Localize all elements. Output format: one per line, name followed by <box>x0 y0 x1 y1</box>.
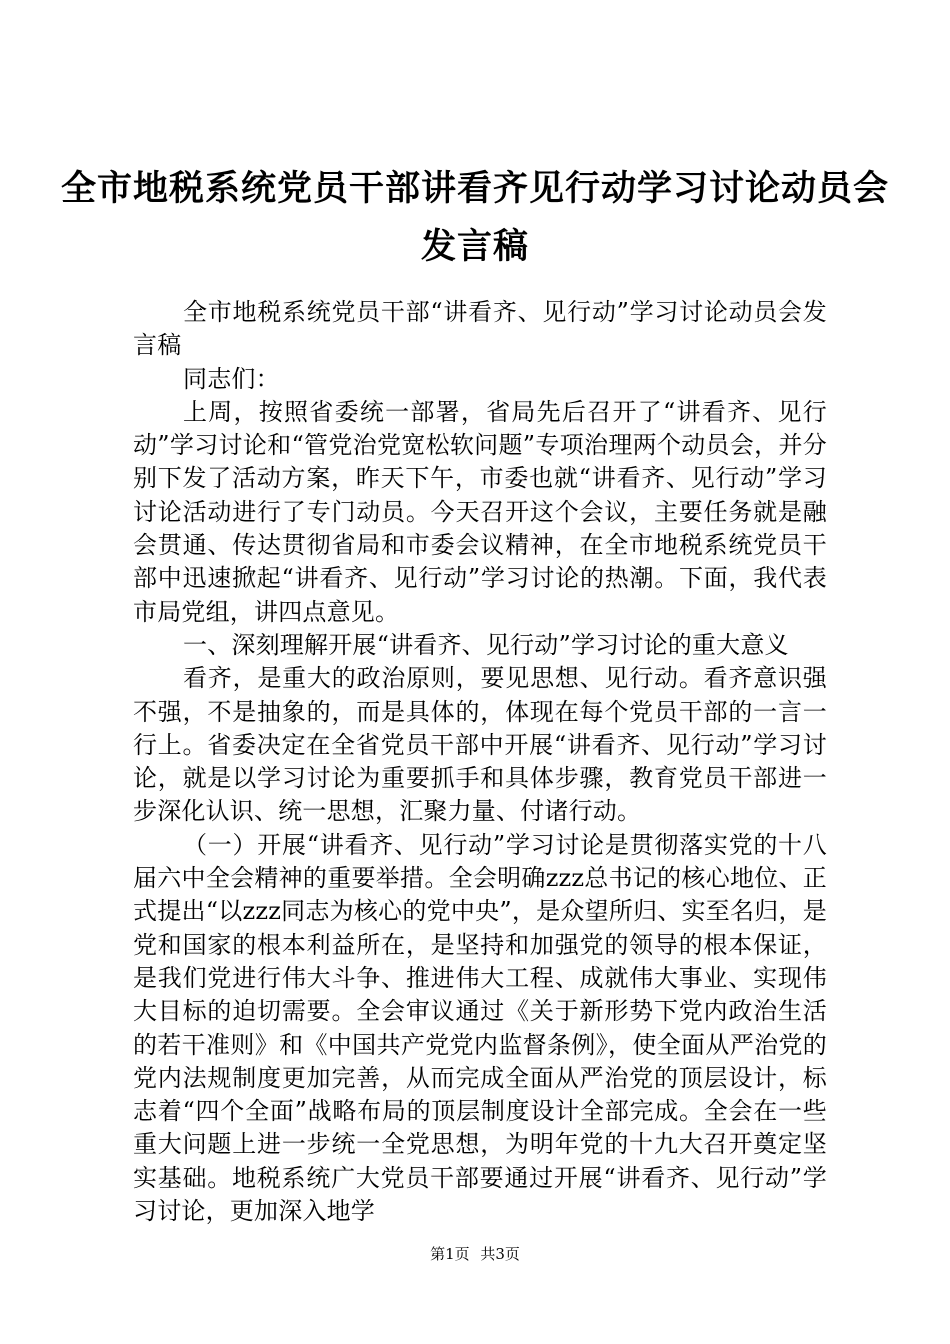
page-footer <box>0 1244 950 1264</box>
page-number: 第1页 <box>430 1245 470 1263</box>
page-total: 共3页 <box>480 1245 520 1263</box>
paragraph-subsection-1: （一）开展“讲看齐、见行动”学习讨论是贯彻落实党的十八届六中全会精神的重要举措。全会明确zzz总书记的核心地位、正式提出“以zzz同志为核心的党中央”，是众望所归、实至名归，是党和国家的根本利益所在，是坚持和加强党的领导的根本保证，是我们党进行伟大斗争、推进伟大工程、成就伟大事业、实现伟大目标的迫切需要。全会审议通过《关于新形势下党内政治生活的若干准则》和《中国共产党党内监督条例》，使全面从严治党的党内法规制度更加完善，从而完成全面从严治党的顶层设计，标志着“四个全面”战略布局的顶层制度设计全部完成。全会在一些重大问题上进一步统一全党思想，为明年党的十九大召开奠定坚实基础。地税系统广大党员干部要通过开展“讲看齐、见行动”学习讨论，更加深入地学 <box>133 830 827 1226</box>
paragraph-heading-repeat: 全市地税系统党员干部“讲看齐、见行动”学习讨论动员会发言稿 <box>133 298 827 360</box>
paragraph-alignment: 看齐，是重大的政治原则，要见思想、见行动。看齐意识强不强，不是抽象的，而是具体的，体现在每个党员干部的一言一行上。省委决定在全省党员干部中开展“讲看齐、见行动”学习讨论，就是以学习讨论为重要抓手和具体步骤，教育党员干部进一步深化认识、统一思想，汇聚力量、付诸行动。 <box>133 664 827 826</box>
document-body <box>133 296 827 1228</box>
paragraph-salutation: 同志们： <box>183 364 280 393</box>
paragraph-intro: 上周，按照省委统一部署，省局先后召开了“讲看齐、见行动”学习讨论和“管党治党宽松软问题”专项治理两个动员会，并分别下发了活动方案，昨天下午，市委也就“讲看齐、见行动”学习讨论活动进行了专门动员。今天召开这个会议，主要任务就是融会贯通、传达贯彻省局和市委会议精神，在全市地税系统党员干部中迅速掀起“讲看齐、见行动”学习讨论的热潮。下面，我代表市局党组，讲四点意见。 <box>133 397 827 626</box>
section-heading-1: 一、深刻理解开展“讲看齐、见行动”学习讨论的重大意义 <box>183 630 789 659</box>
document-title: 全市地税系统党员干部讲看齐见行动学习讨论动员会发言稿 <box>60 168 889 267</box>
